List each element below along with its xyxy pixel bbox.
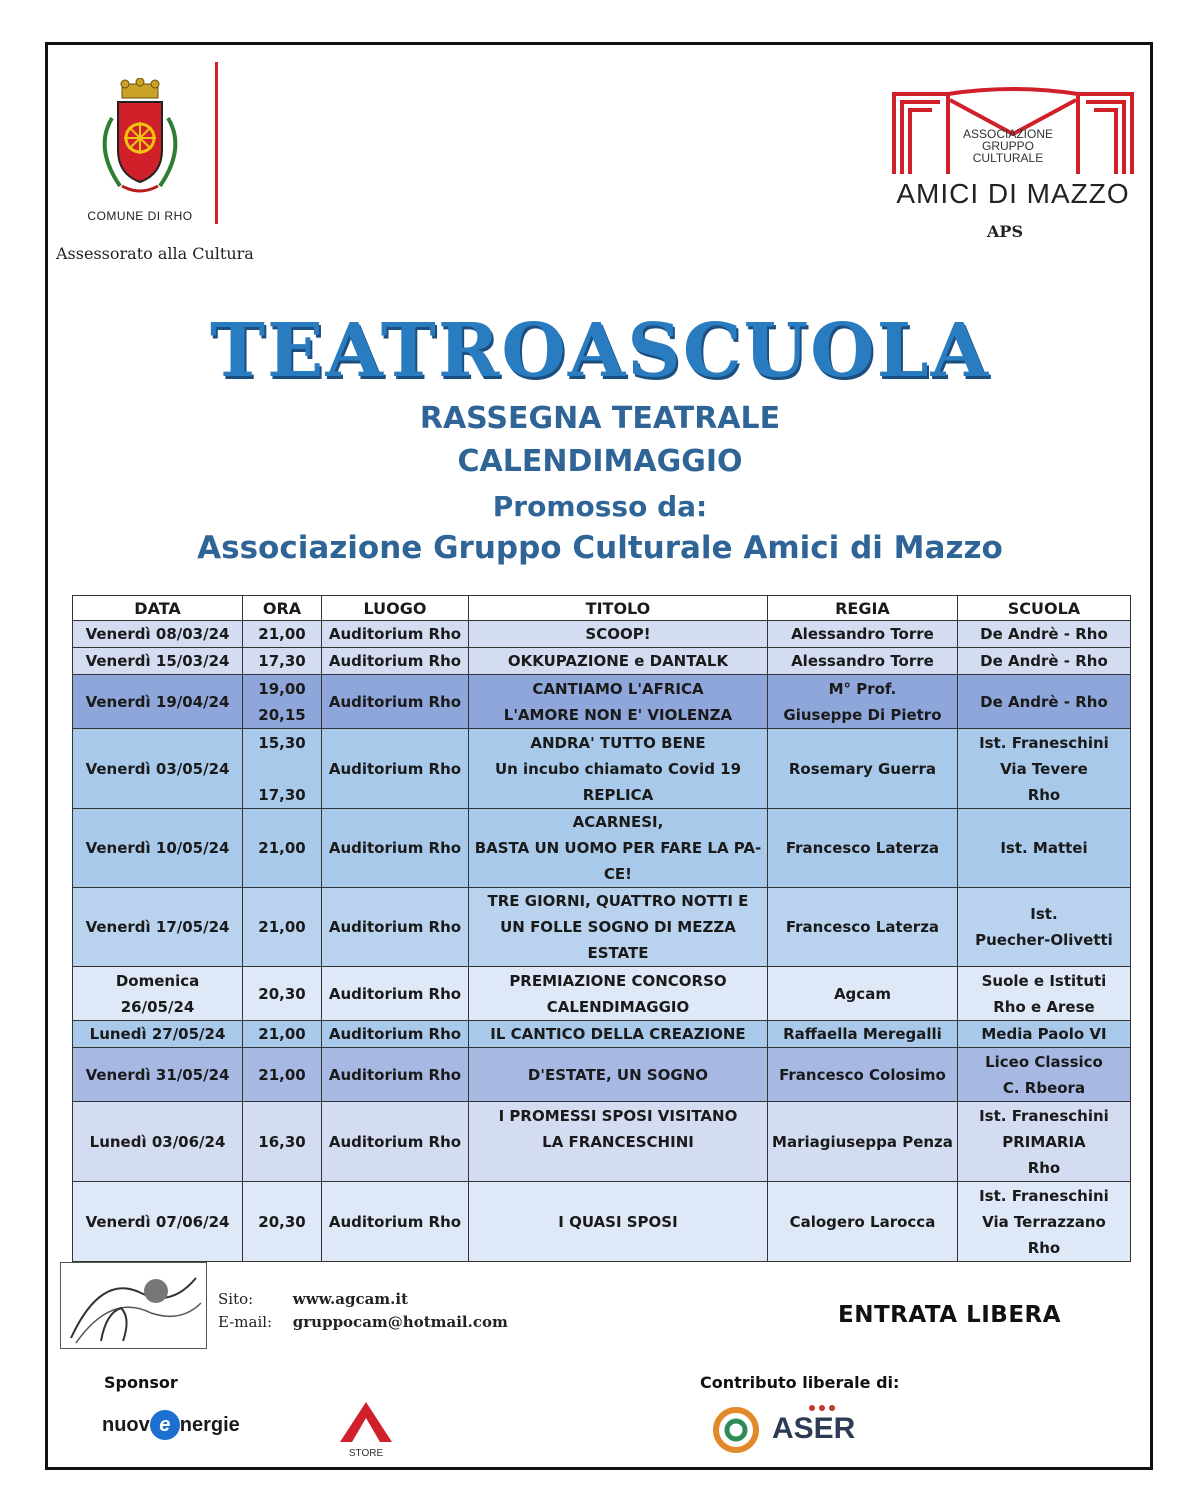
cell-titolo: [468, 1182, 767, 1262]
titolo-line: IL CANTICO DELLA CREAZIONE: [490, 1025, 746, 1043]
cell-data: [73, 809, 243, 888]
titolo-line: ACARNESI,: [572, 813, 664, 831]
regia-line: Mariagiuseppa Penza: [772, 1132, 953, 1151]
ora-line: 20,30: [258, 1212, 306, 1231]
cell-data: [73, 1182, 243, 1262]
cell-titolo: [468, 1048, 767, 1102]
website-line: [218, 1290, 408, 1308]
subtitle-promosso: Promosso da:: [492, 490, 708, 523]
cell-luogo: Auditorium Rho: [321, 1021, 468, 1048]
logo-line-1: ASSOCIAZIONE: [962, 127, 1054, 141]
cell-luogo: Auditorium Rho: [321, 1102, 468, 1182]
cell-data: [73, 648, 243, 675]
regia-line: Francesco Colosimo: [779, 1065, 946, 1084]
titolo-line: SCOOP!: [585, 625, 651, 643]
scuola-line: Via Terrazzano: [982, 1212, 1106, 1231]
scuola-line: Rho: [1027, 785, 1061, 804]
cell-ora: [243, 729, 322, 809]
titolo-line: OKKUPAZIONE e DANTALK: [507, 652, 729, 670]
cell-regia: [767, 675, 957, 729]
logo-text: [938, 128, 1078, 164]
entrata-libera: ENTRATA LIBERA: [838, 1302, 1062, 1328]
cell-data: [73, 967, 243, 1021]
cell-luogo: Auditorium Rho: [321, 648, 468, 675]
subtitle-rassegna: RASSEGNA TEATRALE: [419, 401, 781, 436]
cell-scuola: [957, 809, 1130, 888]
regia-line: Raffaella Meregalli: [783, 1025, 942, 1043]
email-link[interactable]: gruppocam@hotmail.com: [292, 1313, 508, 1331]
cell-data: [73, 729, 243, 809]
logo-line-3: CULTURALE: [972, 151, 1044, 165]
scuola-line: Rho: [1027, 1238, 1061, 1257]
ora-line: 21,00: [258, 625, 306, 643]
cell-ora: [243, 621, 322, 648]
cell-scuola: [957, 1021, 1130, 1048]
cell-ora: [243, 1102, 322, 1182]
scuola-line: Rho e Arese: [993, 997, 1095, 1016]
header-divider: [215, 62, 218, 224]
table-row: [73, 675, 1131, 729]
cell-regia: [767, 729, 957, 809]
regia-line: Agcam: [833, 984, 891, 1003]
cell-titolo: [468, 1102, 767, 1182]
website-link[interactable]: www.agcam.it: [292, 1290, 409, 1308]
cell-ora: [243, 675, 322, 729]
titolo-line: TRE GIORNI, QUATTRO NOTTI E: [487, 892, 749, 910]
logo-line-2: GRUPPO: [981, 139, 1034, 153]
scuola-line: Media Paolo VI: [981, 1025, 1107, 1043]
sponsor-label: Sponsor: [104, 1373, 178, 1392]
main-title: TEATROASCUOLA: [209, 308, 991, 394]
store-a-icon: [336, 1400, 396, 1444]
cell-luogo: Auditorium Rho: [321, 967, 468, 1021]
cell-regia: [767, 621, 957, 648]
regia-line: M° Prof.: [828, 679, 897, 698]
cell-regia: [767, 967, 957, 1021]
cell-scuola: [957, 967, 1130, 1021]
regia-line: Francesco Laterza: [785, 839, 940, 857]
data-line: Lunedì 27/05/24: [89, 1025, 226, 1043]
scuola-line: Ist. Mattei: [1000, 839, 1088, 857]
nuove-logo-part-2: nergie: [179, 1414, 240, 1436]
table-row: [73, 1102, 1131, 1182]
scuola-line: Ist. Franeschini: [979, 733, 1109, 752]
table-row: [73, 648, 1131, 675]
store-label: STORE: [348, 1448, 384, 1459]
ora-line: 17,30: [258, 785, 306, 804]
ora-line: 16,30: [258, 1132, 306, 1151]
nuove-logo-part-1: nuov: [102, 1414, 150, 1436]
titolo-line: I QUASI SPOSI: [558, 1212, 678, 1231]
nuove-energie-logo: [102, 1410, 240, 1440]
ora-line: 20,30: [258, 984, 306, 1003]
aser-name: ASER: [772, 1412, 856, 1445]
cell-data: [73, 621, 243, 648]
header-scuola: SCUOLA: [957, 596, 1130, 621]
cell-luogo: Auditorium Rho: [321, 888, 468, 967]
table-row: [73, 1048, 1131, 1102]
cell-data: [73, 1021, 243, 1048]
table-row: [73, 1182, 1131, 1262]
cell-scuola: [957, 648, 1130, 675]
cell-luogo: Auditorium Rho: [321, 809, 468, 888]
scuola-line: Ist.: [1030, 905, 1058, 923]
cell-data: [73, 888, 243, 967]
ora-line: 19,00: [258, 679, 306, 698]
table-row: [73, 809, 1131, 888]
titolo-line: UN FOLLE SOGNO DI MEZZA ESTATE: [500, 918, 736, 962]
cell-ora: [243, 1048, 322, 1102]
logo-name: AMICI DI MAZZO: [896, 178, 1130, 209]
cell-data: [73, 675, 243, 729]
scuola-line: Via Tevere: [1000, 759, 1088, 778]
agcam-logo: [60, 1262, 207, 1349]
website-label: Sito:: [218, 1290, 254, 1308]
cell-titolo: [468, 675, 767, 729]
cell-regia: [767, 648, 957, 675]
titolo-line: CANTIAMO L'AFRICA: [532, 679, 704, 698]
cell-ora: [243, 967, 322, 1021]
table-row: [73, 967, 1131, 1021]
data-line: Lunedì 03/06/24: [89, 1132, 226, 1151]
titolo-line: ANDRA' TUTTO BENE: [530, 733, 706, 752]
scuola-line: Ist. Franeschini: [979, 1106, 1109, 1125]
titolo-line: [472, 1155, 764, 1181]
cell-scuola: [957, 621, 1130, 648]
subtitle-calendimaggio: CALENDIMAGGIO: [457, 444, 743, 479]
scuola-line: Suole e Istituti: [981, 971, 1107, 990]
scuola-line: De Andrè - Rho: [980, 652, 1108, 670]
ora-line: 21,00: [258, 1025, 306, 1043]
store-logo: [330, 1400, 402, 1459]
table-row: [73, 621, 1131, 648]
scuola-line: De Andrè - Rho: [980, 692, 1108, 711]
titolo-line: D'ESTATE, UN SOGNO: [527, 1065, 709, 1084]
cell-regia: [767, 1021, 957, 1048]
cell-ora: [243, 1021, 322, 1048]
cell-scuola: [957, 1182, 1130, 1262]
cell-scuola: [957, 1102, 1130, 1182]
cell-scuola: [957, 1048, 1130, 1102]
table-row: [73, 729, 1131, 809]
cell-titolo: [468, 809, 767, 888]
cell-ora: [243, 648, 322, 675]
cell-titolo: [468, 621, 767, 648]
scuola-line: De Andrè - Rho: [980, 625, 1108, 643]
titolo-line: I PROMESSI SPOSI VISITANO: [498, 1106, 738, 1125]
regia-line: Alessandro Torre: [791, 652, 934, 670]
data-line: Venerdì 07/06/24: [85, 1212, 230, 1231]
cell-titolo: [468, 888, 767, 967]
comune-name: COMUNE DI RHO: [87, 209, 193, 223]
cell-titolo: [468, 648, 767, 675]
data-line: Domenica: [115, 971, 200, 990]
cell-luogo: Auditorium Rho: [321, 1048, 468, 1102]
header-data: DATA: [73, 596, 243, 621]
data-line: Venerdì 19/04/24: [85, 692, 230, 711]
table-header-row: [73, 596, 1131, 621]
data-line: Venerdì 15/03/24: [85, 652, 230, 670]
ora-line: 21,00: [258, 839, 306, 857]
scuola-line: Liceo Classico: [985, 1052, 1103, 1071]
assessorato-label: Assessorato alla Cultura: [56, 244, 254, 263]
titolo-line: REPLICA: [582, 785, 654, 804]
regia-line: Giuseppe Di Pietro: [783, 705, 942, 724]
cell-titolo: [468, 729, 767, 809]
scuola-line: Ist. Franeschini: [979, 1186, 1109, 1205]
cell-luogo: Auditorium Rho: [321, 1182, 468, 1262]
scuola-line: Rho: [1027, 1158, 1061, 1177]
regia-line: Rosemary Guerra: [788, 759, 937, 778]
cell-data: [73, 1102, 243, 1182]
header-regia: REGIA: [767, 596, 957, 621]
data-line: Venerdì 17/05/24: [85, 918, 230, 936]
ora-line: 15,30: [258, 733, 306, 752]
cell-scuola: [957, 675, 1130, 729]
contributo-label: Contributo liberale di:: [700, 1373, 900, 1392]
cell-regia: [767, 809, 957, 888]
cell-regia: [767, 1102, 957, 1182]
titolo-line: PREMIAZIONE CONCORSO: [509, 971, 727, 990]
cell-luogo: Auditorium Rho: [321, 621, 468, 648]
cell-luogo: Auditorium Rho: [321, 729, 468, 809]
regia-line: Alessandro Torre: [791, 625, 934, 643]
aps-label: APS: [987, 222, 1023, 241]
scuola-line: PRIMARIA: [1002, 1132, 1086, 1151]
scuola-line: C. Rbeora: [1002, 1078, 1086, 1097]
nuove-logo-e: e: [150, 1410, 180, 1440]
regia-line: Calogero Larocca: [789, 1212, 936, 1231]
cell-luogo: Auditorium Rho: [321, 675, 468, 729]
ora-line: 20,15: [258, 705, 306, 724]
ora-line: 17,30: [258, 652, 306, 670]
cell-scuola: [957, 888, 1130, 967]
cell-data: [73, 1048, 243, 1102]
cell-titolo: [468, 967, 767, 1021]
titolo-line: BASTA UN UOMO PER FARE LA PA-: [474, 839, 762, 857]
header-titolo: TITOLO: [468, 596, 767, 621]
titolo-line: LA FRANCESCHINI: [542, 1132, 694, 1151]
ora-line: 21,00: [258, 918, 306, 936]
schedule-table: [72, 595, 1131, 1262]
cell-scuola: [957, 729, 1130, 809]
cell-regia: [767, 1048, 957, 1102]
data-line: Venerdì 03/05/24: [85, 759, 230, 778]
header-ora: ORA: [243, 596, 322, 621]
cell-ora: [243, 888, 322, 967]
ora-line: 21,00: [258, 1065, 306, 1084]
scuola-line: Puecher-Olivetti: [975, 931, 1113, 949]
titolo-line: CALENDIMAGGIO: [546, 997, 690, 1016]
crest-icon: [80, 78, 200, 203]
data-line: Venerdì 08/03/24: [85, 625, 230, 643]
titolo-line: L'AMORE NON E' VIOLENZA: [503, 705, 733, 724]
cell-regia: [767, 1182, 957, 1262]
cell-ora: [243, 1182, 322, 1262]
ora-line: [246, 756, 318, 782]
regia-line: Francesco Laterza: [785, 918, 940, 936]
data-line: 26/05/24: [120, 997, 195, 1016]
table-row: [73, 888, 1131, 967]
titolo-line: Un incubo chiamato Covid 19: [494, 759, 742, 778]
email-line: [218, 1313, 508, 1331]
subtitle-associazione: Associazione Gruppo Culturale Amici di Mazzo: [197, 530, 1003, 566]
cell-titolo: [468, 1021, 767, 1048]
email-label: E-mail:: [218, 1313, 273, 1331]
data-line: Venerdì 31/05/24: [85, 1065, 230, 1084]
titolo-line: CE!: [603, 865, 633, 883]
data-line: Venerdì 10/05/24: [85, 839, 230, 857]
schedule-body: [73, 621, 1131, 1262]
cell-ora: [243, 809, 322, 888]
table-row: [73, 1021, 1131, 1048]
comune-logo: [70, 78, 210, 223]
cell-regia: [767, 888, 957, 967]
header-luogo: LUOGO: [321, 596, 468, 621]
